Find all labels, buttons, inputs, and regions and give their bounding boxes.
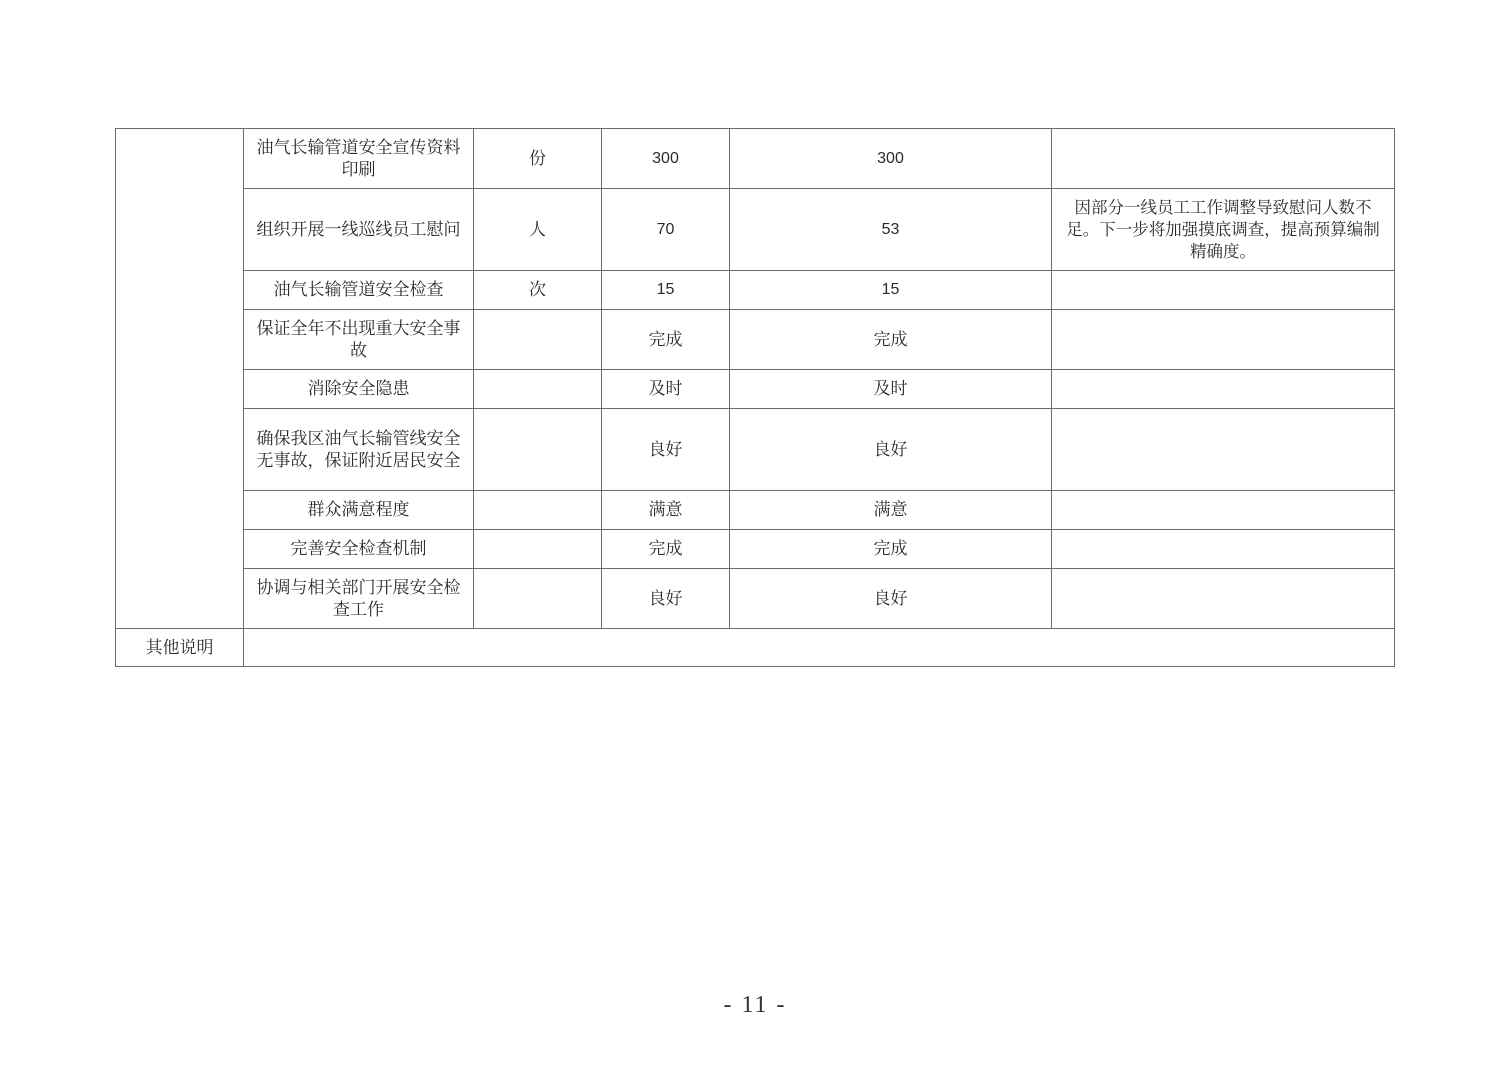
unit-cell: 人 — [474, 189, 602, 271]
actual-cell: 300 — [730, 129, 1052, 189]
actual-cell: 完成 — [730, 530, 1052, 569]
target-cell: 完成 — [602, 310, 730, 370]
actual-cell: 良好 — [730, 409, 1052, 491]
table-row — [116, 271, 1395, 310]
table-row — [116, 129, 1395, 189]
performance-table — [115, 128, 1395, 667]
unit-cell — [474, 409, 602, 491]
indicator-cell: 协调与相关部门开展安全检查工作 — [244, 569, 474, 629]
table-row — [116, 491, 1395, 530]
target-cell: 良好 — [602, 409, 730, 491]
actual-cell: 完成 — [730, 310, 1052, 370]
note-cell: 因部分一线员工工作调整导致慰问人数不足。下一步将加强摸底调查，提高预算编制精确度。 — [1052, 189, 1395, 271]
target-cell: 300 — [602, 129, 730, 189]
actual-cell: 满意 — [730, 491, 1052, 530]
note-cell — [1052, 370, 1395, 409]
note-cell — [1052, 530, 1395, 569]
table-row — [116, 409, 1395, 491]
target-cell: 完成 — [602, 530, 730, 569]
note-cell — [1052, 569, 1395, 629]
note-cell — [1052, 310, 1395, 370]
indicator-cell: 完善安全检查机制 — [244, 530, 474, 569]
category-cell — [116, 129, 244, 629]
unit-cell — [474, 569, 602, 629]
target-cell: 70 — [602, 189, 730, 271]
unit-cell — [474, 370, 602, 409]
table-row — [116, 310, 1395, 370]
target-cell: 15 — [602, 271, 730, 310]
indicator-cell: 保证全年不出现重大安全事故 — [244, 310, 474, 370]
indicator-cell: 油气长输管道安全宣传资料印刷 — [244, 129, 474, 189]
note-cell — [1052, 409, 1395, 491]
actual-cell: 良好 — [730, 569, 1052, 629]
other-notes-label: 其他说明 — [116, 629, 244, 667]
actual-cell: 及时 — [730, 370, 1052, 409]
table-row — [116, 370, 1395, 409]
note-cell — [1052, 271, 1395, 310]
table-row — [116, 569, 1395, 629]
actual-cell: 15 — [730, 271, 1052, 310]
indicator-cell: 群众满意程度 — [244, 491, 474, 530]
note-cell — [1052, 129, 1395, 189]
table-row — [116, 530, 1395, 569]
table-row — [116, 189, 1395, 271]
actual-cell: 53 — [730, 189, 1052, 271]
other-notes-value — [244, 629, 1395, 667]
other-notes-row — [116, 629, 1395, 667]
target-cell: 及时 — [602, 370, 730, 409]
indicator-cell: 消除安全隐患 — [244, 370, 474, 409]
target-cell: 满意 — [602, 491, 730, 530]
target-cell: 良好 — [602, 569, 730, 629]
note-cell — [1052, 491, 1395, 530]
unit-cell: 份 — [474, 129, 602, 189]
unit-cell — [474, 530, 602, 569]
unit-cell: 次 — [474, 271, 602, 310]
page-number: - 11 - — [723, 992, 787, 1018]
indicator-cell: 确保我区油气长输管线安全无事故，保证附近居民安全 — [244, 409, 474, 491]
indicator-cell: 油气长输管道安全检查 — [244, 271, 474, 310]
indicator-cell: 组织开展一线巡线员工慰问 — [244, 189, 474, 271]
unit-cell — [474, 310, 602, 370]
unit-cell — [474, 491, 602, 530]
